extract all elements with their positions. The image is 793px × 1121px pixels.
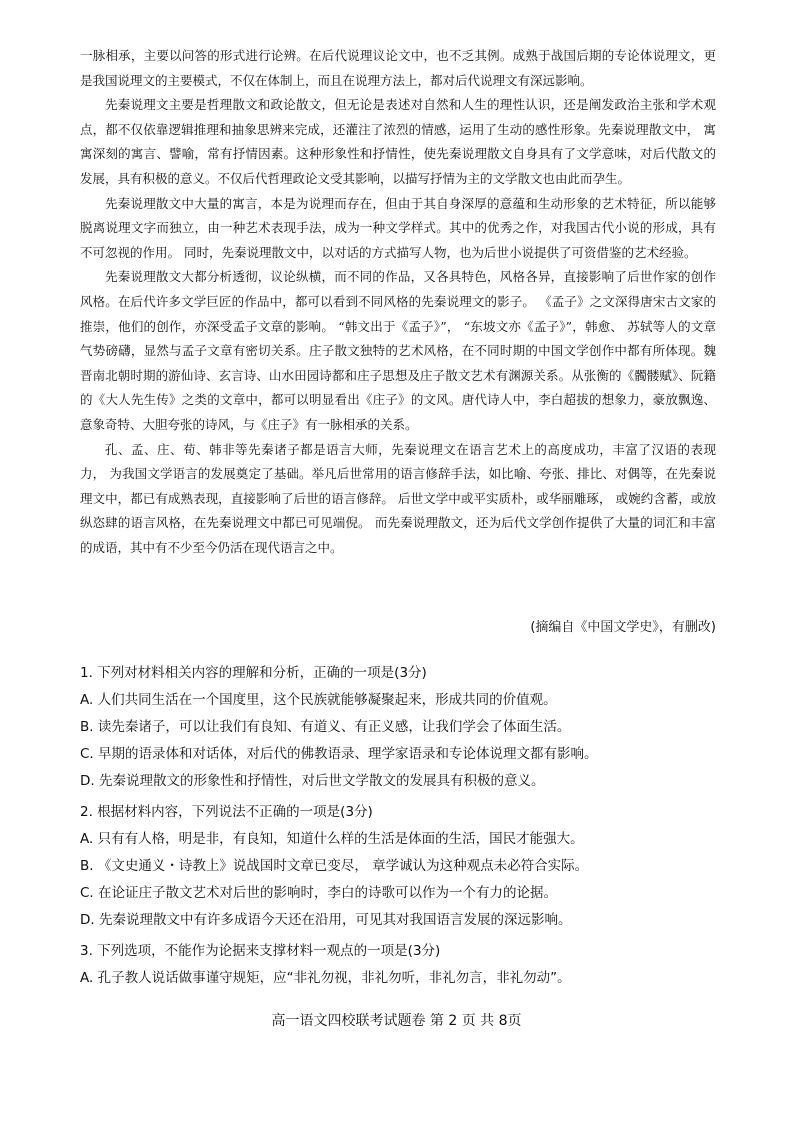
page-footer: 高一语文四校联考试题卷 第 2 页 共 8页 [271,1013,522,1029]
question-stem: 2. 根据材料内容，下列说法不正确的一项是(3分) [80,804,373,820]
question-option: A. 人们共同生活在一个国度里，这个民族就能够凝聚起来，形成共同的价值观。 [80,692,557,708]
question-list [80,660,720,992]
question-stem: 1. 下列对材料相关内容的理解和分析，正确的一项是(3分) [80,665,427,681]
question-option: C. 在论证庄子散文艺术对后世的影响时，李白的诗歌可以作为一个有力的论据。 [80,885,558,901]
question-option: A. 孔子教人说话做事谨守规矩，应“非礼勿视，非礼勿听，非礼勿言，非礼勿动”。 [80,970,571,986]
passage-paragraph-2: 先秦说理文主要是哲理散文和政论散文，但无论是表述对自然和人生的理性认识，还是阐发政治主张和学术观点，都不仅依靠逻辑推理和抽象思辨来完成，还灌注了浓烈的情感，运用了生动的感性形象。先秦说理散文中， 寓寓深刻的寓言、譬喻，常有抒情因素。这种形象性和抒情性，使先秦说理散文自身具有了文学意味，对后代散文的发展，具有积极的意义。不仅后代哲理政论文受其影响，以描写抒情为主的文学散文也由此而孕生。 [80,97,716,186]
passage-paragraph-5: 孔、孟、庄、荀、韩非等先秦诸子都是语言大师，先秦说理文在语言艺术上的高度成功，丰富了汉语的表现力， 为我国文学语言的发展奠定了基础。举凡后世常用的语言修辞手法，如比喻、夸张、排比、对偶等，在先秦说理文中，都已有成熟表现，直接影响了后世的语言修辞。 后世文学中或平实质朴，或华丽雕琢， 或婉约含蓄，或放纵恣肆的语言风格，在先秦说理文中都已可见端倪。 而先秦说理散文，还为后代文学创作提供了大量的词汇和丰富的成语，其中有不少至今仍活在现代语言之中。 [80,441,716,555]
passage-source: (摘编自《中国文学史》，有删改) [530,620,716,635]
question-stem: 3. 下列选项，不能作为论据来支撑材料一观点的一项是(3分) [80,943,441,959]
passage-paragraph-1: 一脉相承，主要以问答的形式进行论辨。在后代说理议论文中，也不乏其例。成熟于战国后期的专论体说理文，更是我国说理文的主要模式，不仅在体制上，而且在说理方法上，都对后代说理文有深远影响。 [80,48,716,88]
reading-passage [80,44,716,560]
question-option: B. 《文史通义・诗教上》说战国时文章已变尽， 章学诚认为这种观点未必符合实际。 [80,858,589,874]
question-option: B. 读先秦诸子，可以让我们有良知、有道义、有正义感，让我们学会了体面生活。 [80,719,571,735]
question-option: C. 早期的语录体和对话体，对后代的佛教语录、理学家语录和专论体说理文都有影响。 [80,746,598,762]
question-option: D. 先秦说理散文中有许多成语今天还在沿用，可见其对我国语言发展的深远影响。 [80,912,572,928]
question-option: D. 先秦说理散文的形象性和抒情性，对后世文学散文的发展具有积极的意义。 [80,773,545,789]
passage-paragraph-4: 先秦说理散文大都分析透彻，议论纵横，而不同的作品，又各具特色，风格各异，直接影响了后世作家的创作风格。在后代许多文学巨匠的作品中，都可以看到不同风格的先秦说理文的影子。 《孟子》之文深得唐宋古文家的推崇，他们的创作，亦深受孟子文章的影响。 “韩文出于《孟子》”， “东坡文亦《孟子》”，韩愈、 苏轼等人的文章气势磅礴，显然与孟子文章有密切关系。庄子散文独特的艺术风格，在不同时期的中国文学创作中都有所体现。魏晋南北朝时期的游仙诗、玄言诗、山水田园诗都和庄子思想及庄子散文艺术有渊源关系。从张衡的《髑髅赋》、阮籍的《大人先生传》之类的文章中，都可以明显看出《庄子》的文风。唐代诗人中，李白超拔的想象力，豪放飘逸、意象奇特、大胆夸张的诗风，与《庄子》有一脉相承的关系。 [80,269,716,432]
passage-paragraph-3: 先秦说理散文中大量的寓言，本是为说理而存在，但由于其自身深厚的意蕴和生动形象的艺术特征，所以能够脱离说理文字而独立，由一种艺术表现手法，成为一种文学样式。其中的优秀之作，对我国古代小说的形成，具有不可忽视的作用。 同时，先秦说理散文中，以对话的方式描写人物，也为后世小说提供了可资借鉴的艺术经验。 [80,195,716,260]
question-option: A. 只有有人格，明是非，有良知，知道什么样的生活是体面的生活，国民才能强大。 [80,831,584,847]
